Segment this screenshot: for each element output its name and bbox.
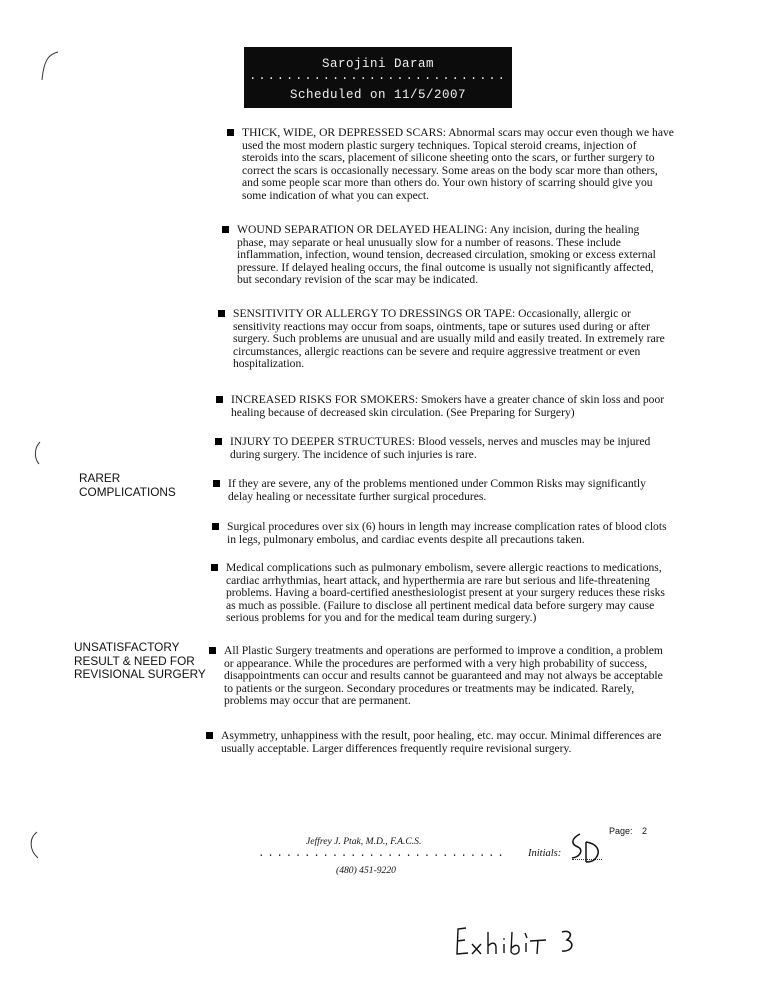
header-dotted-line: ............................ bbox=[249, 69, 507, 83]
doctor-phone: (480) 451-9220 bbox=[336, 865, 396, 876]
bullet-icon bbox=[209, 647, 216, 654]
doctor-name: Jeffrey J. Ptak, M.D., F.A.C.S. bbox=[306, 836, 422, 847]
risk-item-wound-separation: WOUND SEPARATION OR DELAYED HEALING: Any incision, during the healing phase, may separate or heal unusually slow for a number of reasons. These include inflammation, infection, wound tension, decreased circulation, smoking or excess external pressure. If delayed healing occurs, the final outcome is usually not significantly affected, but secondary revision of the scar may be indicated. bbox=[237, 224, 669, 287]
risk-item-smokers: INCREASED RISKS FOR SMOKERS: Smokers have a greater chance of skin loss and poor healing because of decreased skin circulation. (See Preparing for Surgery) bbox=[231, 394, 667, 419]
rarer-item-medical-complications: Medical complications such as pulmonary embolism, severe allergic reactions to medications, cardiac arrhythmias, heart attack, and hyperthermia are rare but serious and life-threatening problems. Having a board-certified anesthesiologist present at your surgery reduces these risks as much as possible. (Failure to disclose all pertinent medical data before surgery may cause serious problems for you and for the medical team during surgery.) bbox=[226, 562, 670, 625]
exhibit-handwriting bbox=[452, 918, 582, 962]
bullet-icon bbox=[211, 564, 218, 571]
page-label: Page: bbox=[609, 826, 633, 836]
margin-mark-top bbox=[34, 48, 64, 82]
bullet-icon bbox=[222, 226, 229, 233]
unsatisfactory-item-no-guarantee: All Plastic Surgery treatments and operations are performed to improve a condition, a problem or appearance. While the procedures are performed with a very high probability of success, disappointments can occur and results cannot be guaranteed and may not always be acceptable to patients or the surgeon. Secondary procedures or treatments may be indicated. Rarely, problems may occur that are permanent. bbox=[224, 645, 668, 708]
scheduled-date: Scheduled on 11/5/2007 bbox=[289, 88, 467, 102]
side-label-rarer-complications: RARER COMPLICATIONS bbox=[79, 471, 176, 499]
bullet-icon bbox=[227, 129, 234, 136]
bullet-icon bbox=[206, 732, 213, 739]
footer-dotted-line: ........................... bbox=[258, 848, 507, 860]
unsatisfactory-item-asymmetry: Asymmetry, unhappiness with the result, poor healing, etc. may occur. Minimal differences are usually acceptable. Larger differences frequently require revisional surgery. bbox=[221, 730, 665, 755]
handwritten-initials bbox=[566, 830, 606, 866]
patient-name: Sarojini Daram bbox=[321, 57, 435, 71]
bullet-icon bbox=[212, 523, 219, 530]
rarer-item-long-procedures: Surgical procedures over six (6) hours in length may increase complication rates of blood clots in legs, pulmonary embolus, and cardiac events despite all precautions taken. bbox=[227, 521, 667, 546]
side-label-unsatisfactory-result: UNSATISFACTORY RESULT & NEED FOR REVISIONAL SURGERY bbox=[74, 640, 206, 682]
patient-header-box bbox=[244, 47, 512, 108]
risk-item-sensitivity: SENSITIVITY OR ALLERGY TO DRESSINGS OR TAPE: Occasionally, allergic or sensitivity reactions may occur from soaps, ointments, tape or sutures used during or after surgery. Such problems are unusual and are usually mild and easily treated. In extremely rare circumstances, allergic reactions can be severe and require aggressive treatment or even hospitalization. bbox=[233, 308, 673, 371]
bullet-icon bbox=[218, 310, 225, 317]
margin-mark-lower bbox=[26, 830, 42, 860]
bullet-icon bbox=[213, 480, 220, 487]
rarer-item-severe-problems: If they are severe, any of the problems mentioned under Common Risks may significantly delay healing or necessitate further surgical procedures. bbox=[228, 478, 668, 503]
risk-item-deeper-structures: INJURY TO DEEPER STRUCTURES: Blood vessels, nerves and muscles may be injured during surgery. The incidence of such injuries is rare. bbox=[230, 436, 670, 461]
margin-mark-middle bbox=[30, 440, 44, 466]
risk-item-scars: THICK, WIDE, OR DEPRESSED SCARS: Abnormal scars may occur even though we have used the most modern plastic surgery techniques. Topical steroid creams, injection of steroids into the scars, placement of silicone sheeting onto the scars, or further surgery to correct the scars is occasionally necessary. Some areas on the body scar more than others, and some people scar more than others do. Your own history of scarring should give you some indication of what you can expect. bbox=[242, 127, 674, 203]
initials-label: Initials: bbox=[528, 848, 562, 859]
page-number: 2 bbox=[642, 826, 648, 836]
bullet-icon bbox=[216, 396, 223, 403]
bullet-icon bbox=[215, 438, 222, 445]
